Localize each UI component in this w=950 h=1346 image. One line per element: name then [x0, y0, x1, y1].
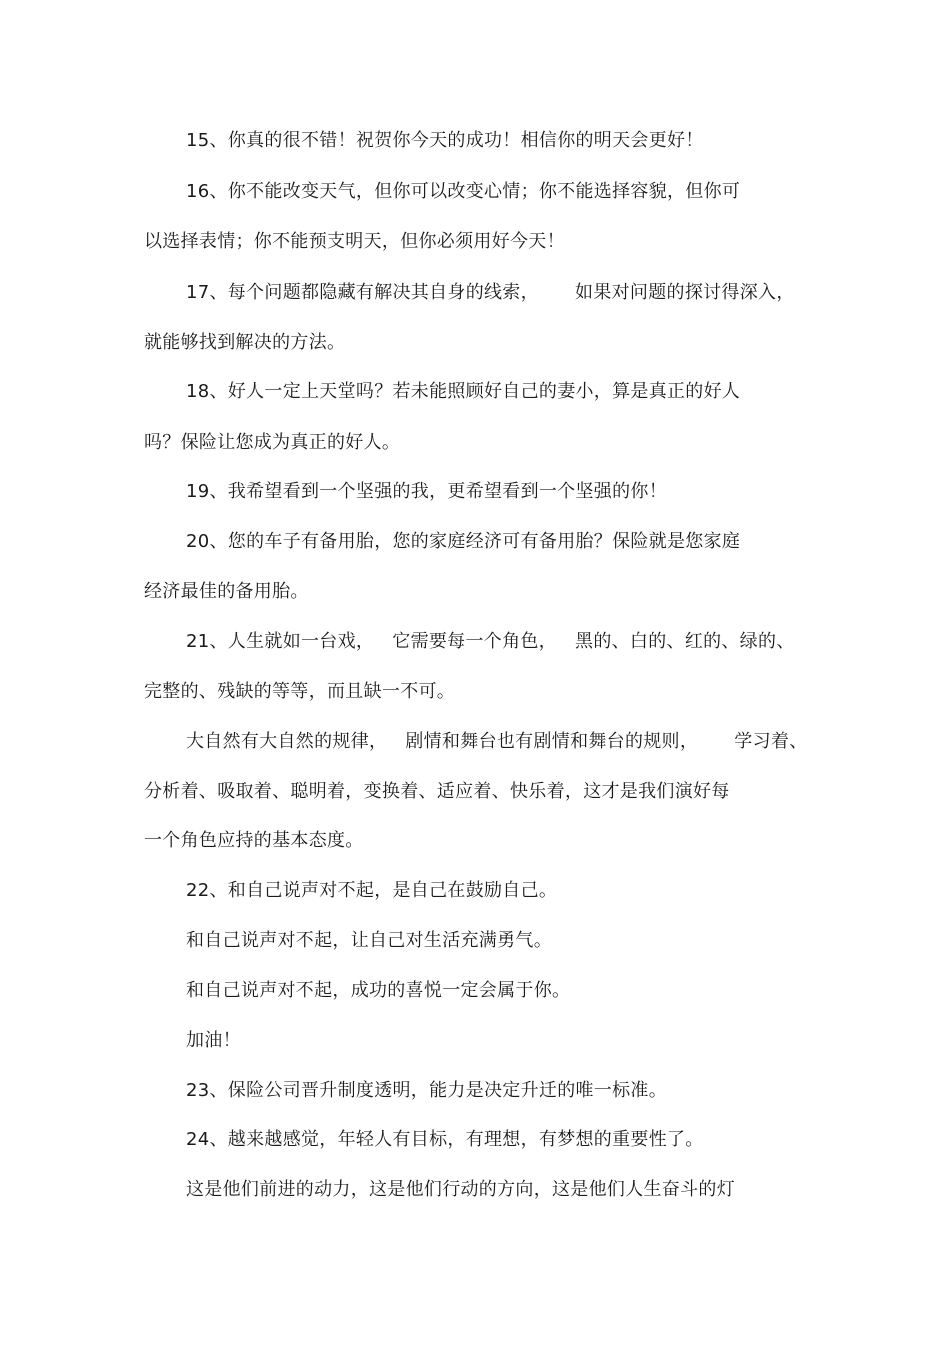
- paragraph-24: 24、越来越感觉，年轻人有目标，有理想，有梦想的重要性了。: [186, 1129, 704, 1150]
- paragraph-24-b: 这是他们前进的动力，这是他们行动的方向，这是他们人生奋斗的灯: [186, 1179, 735, 1200]
- paragraph-21-line-2: 完整的、残缺的等等，而且缺一不可。: [144, 681, 456, 702]
- paragraph-cheer: 加油！: [186, 1030, 241, 1051]
- paragraph-nature-line-3: 一个角色应持的基本态度。: [144, 830, 364, 851]
- paragraph-20-line-2: 经济最佳的备用胎。: [144, 581, 309, 602]
- paragraph-22-c: 和自己说声对不起，成功的喜悦一定会属于你。: [186, 980, 571, 1001]
- paragraph-20-line-1: 20、您的车子有备用胎，您的家庭经济可有备用胎？保险就是您家庭: [186, 531, 741, 552]
- paragraph-15: 15、你真的很不错！祝贺你今天的成功！相信你的明天会更好！: [186, 130, 704, 151]
- paragraph-16-line-2: 以选择表情；你不能预支明天，但你必须用好今天！: [144, 231, 565, 252]
- paragraph-22: 22、和自己说声对不起，是自己在鼓励自己。: [186, 880, 558, 901]
- paragraph-18-line-2: 吗？保险让您成为真正的好人。: [144, 432, 401, 453]
- paragraph-17-line-2: 就能够找到解决的方法。: [144, 332, 346, 353]
- paragraph-nature-line-2: 分析着、吸取着、聪明着，变换着、适应着、快乐着，这才是我们演好每: [144, 781, 730, 802]
- paragraph-23: 23、保险公司晋升制度透明，能力是决定升迁的唯一标准。: [186, 1080, 668, 1101]
- paragraph-16-line-1: 16、你不能改变天气，但你可以改变心情；你不能选择容貌，但你可: [186, 181, 741, 202]
- paragraph-18-line-1: 18、好人一定上天堂吗？若未能照顾好自己的妻小，算是真正的好人: [186, 381, 741, 402]
- paragraph-21-line-1: 21、人生就如一台戏， 它需要每一个角色， 黑的、白的、红的、绿的、: [186, 631, 795, 652]
- paragraph-22-b: 和自己说声对不起，让自己对生活充满勇气。: [186, 930, 552, 951]
- paragraph-19: 19、我希望看到一个坚强的我，更希望看到一个坚强的你！: [186, 481, 668, 502]
- paragraph-17-line-1: 17、每个问题都隐藏有解决其自身的线索， 如果对问题的探讨得深入，: [186, 282, 795, 303]
- paragraph-nature-line-1: 大自然有大自然的规律， 剧情和舞台也有剧情和舞台的规则， 学习着、: [186, 731, 808, 752]
